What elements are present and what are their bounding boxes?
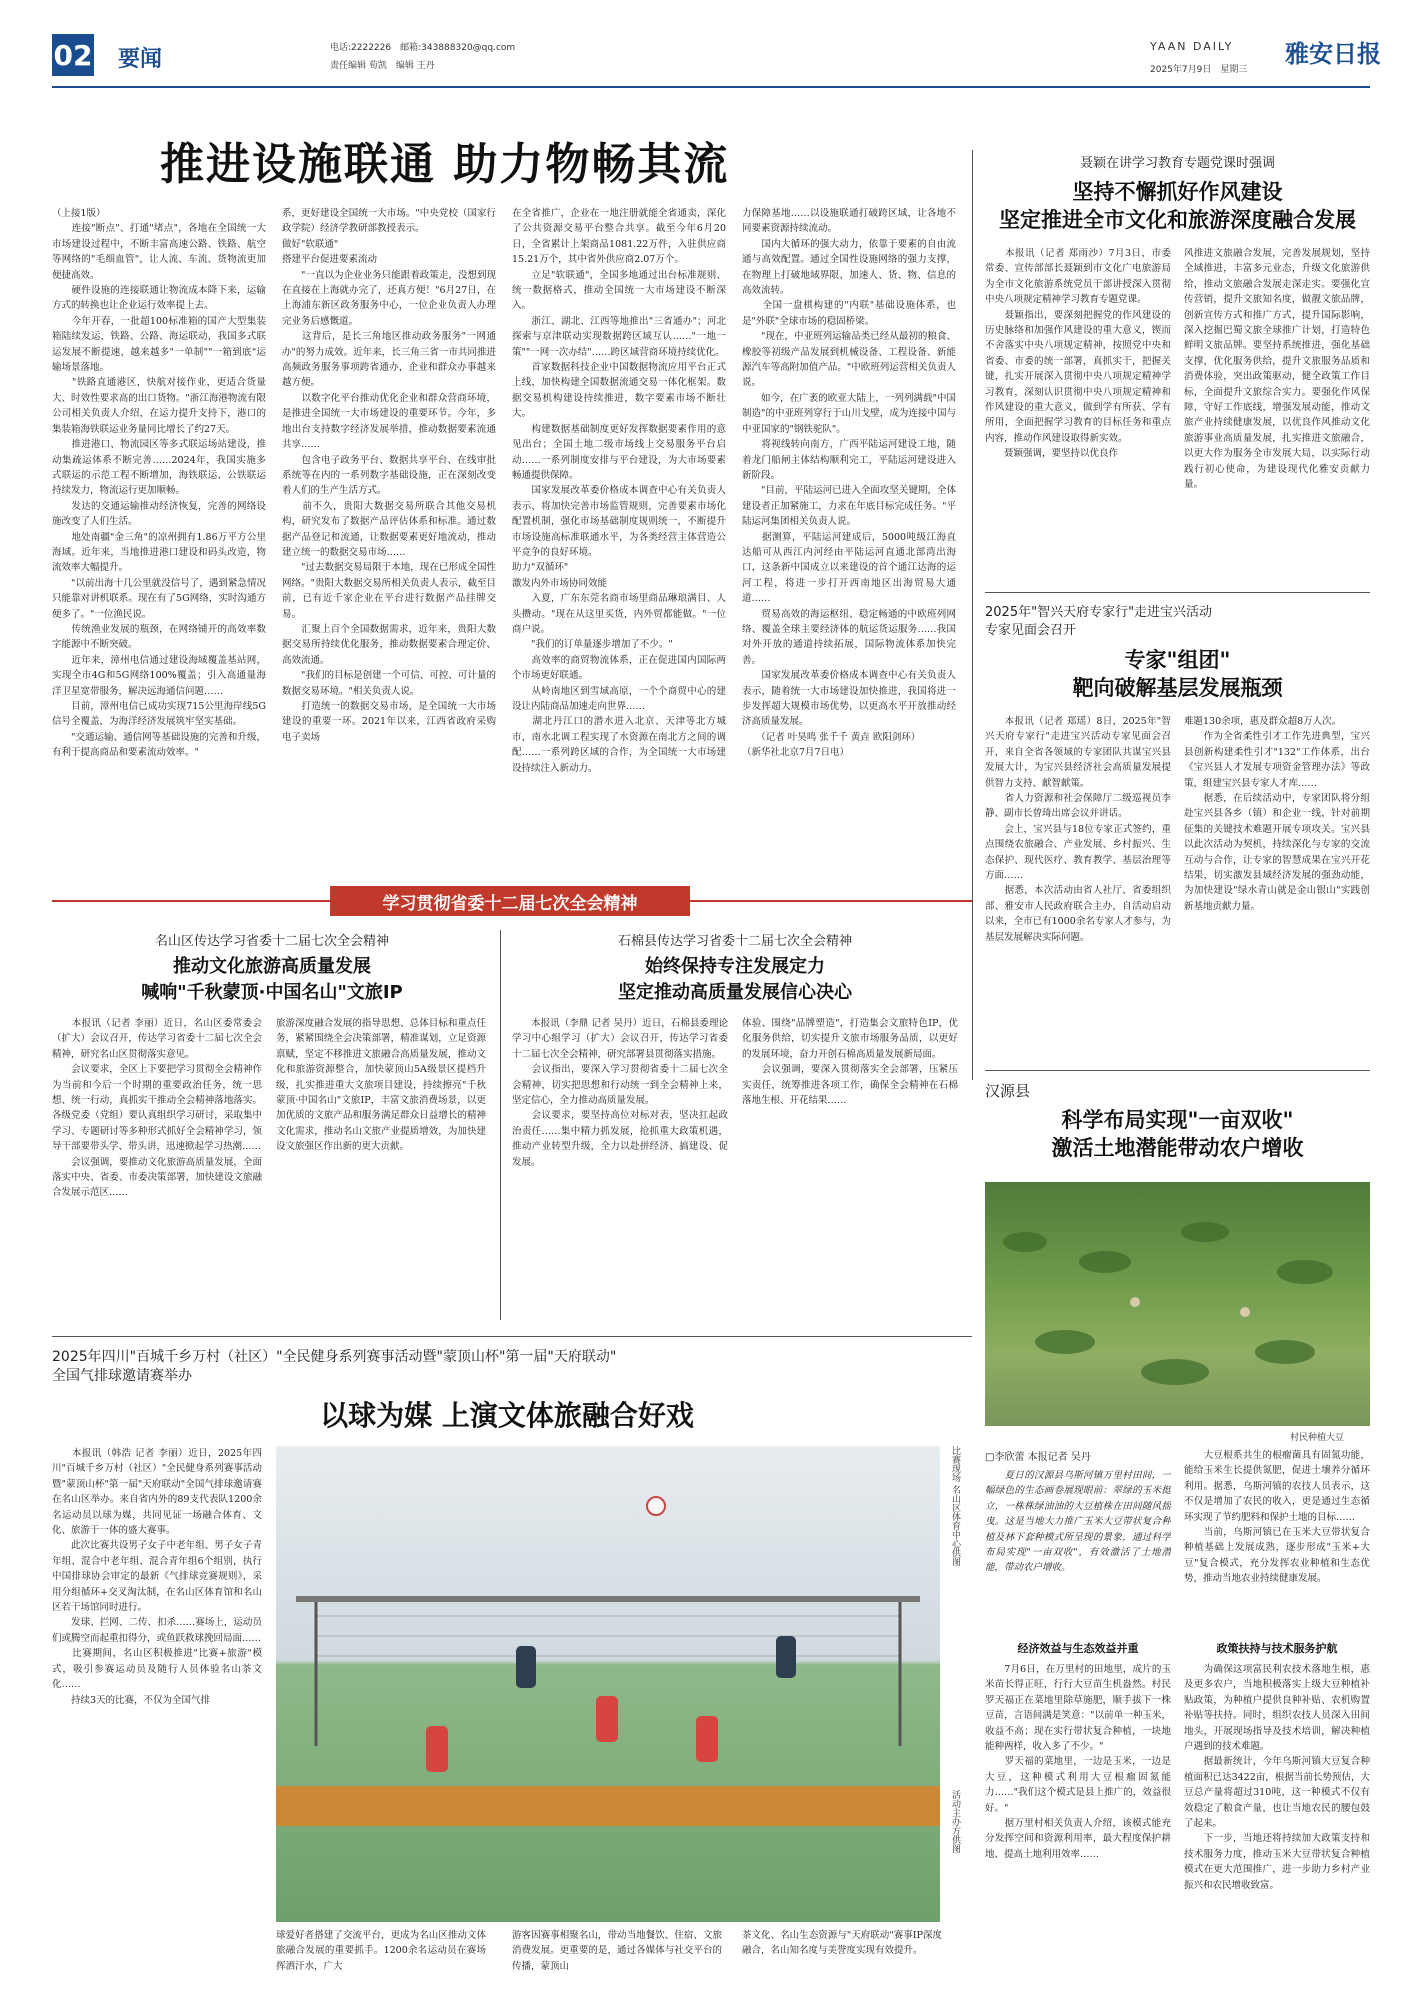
editors: 责任编辑 荀凯 编辑 王丹 [330, 61, 435, 71]
paragraph: 以数字化平台推动优化企业和群众营商环境，是推进全国统一大市场建设的重要环节。今年，多地出台支持数字经济发展举措，推动数据要素流通共享…… [282, 392, 496, 451]
hanyuan-intro [985, 1468, 1171, 1628]
paragraph: 国内大循环的强大动力，依靠于要素的自由流通与高效配置。通过全国性设施网络的强力支撑，在物理上打破地域界限、加速人、货、物、信息的高效流转。 [742, 238, 956, 297]
paragraph: 湖北丹江口的潜水进入北京、天津等北方城市，南水北调工程实现了水资源在南北方之间的调配……一系列跨区域的合作，为全国统一大市场建设持续注入新动力。 [512, 716, 726, 774]
paragraph: 旅游深度融合发展的指导思想、总体目标和重点任务，紧紧围绕全会决策部署，精准谋划，立足资源禀赋，坚定不移推进文旅融合高质量发展，推动文化和旅游资源整合，加快蒙顶山5A级景区提档升级，扎实推进重大文旅项目建设，持续擦亮"千秋蒙顶·中国名山"文旅IP，丰富文旅消费场景，以更加优质的文旅产品和服务满足群众日益增长的精神文化需求，推动名山文旅产业提质增效，为加快建设文旅强区作出新的更大贡献。 [276, 1018, 486, 1153]
paragraph: （新华社北京7月7日电） [742, 747, 850, 759]
volley-column-1 [52, 1446, 262, 1956]
lead-column-3 [512, 206, 726, 870]
paragraph: 会议要求，全区上下要把学习贯彻全会精神作为当前和今后一个时期的重要政治任务，统一思想、统一行动，真抓实干推动全会精神落地落实。各级党委（党组）要认真组织学习研讨，采取集中学习、专题研讨等多种形式抓好全会精神学习，领导干部要带头学、带头讲，迅速掀起学习热潮…… [52, 1064, 262, 1153]
paper-name-cn: 雅安日报 [1285, 39, 1381, 68]
art-divider [500, 930, 501, 1320]
paragraph: "我们的目标是创建一个可信、可控、可计量的数据交易环境。"相关负责人说。 [282, 670, 496, 697]
paragraph: 当前，乌斯河镇已在玉米大豆带状复合种植基础上发展成熟，逐步形成"玉米+大豆"复合模式，充分发挥农业种植和生态优势，推动当地农业持续健康发展。 [1184, 1527, 1370, 1585]
paragraph: 本报讯（记者 李丽）近日，名山区委常委会（扩大）会议召开，传达学习省委十二届七次全会精神，研究名山区贯彻落实意见。 [52, 1018, 262, 1060]
paragraph: 大豆根系共生的根瘤菌具有固氮功能，能给玉米生长提供氮肥，促进土壤养分循环利用。据悉，乌斯河镇的农技人员表示，这不仅是增加了农民的收入，更是通过生态循环实现了节约肥料和保护土地的目标…… [1184, 1450, 1370, 1523]
paragraph: 搭建平台促进要素流动 [282, 254, 378, 266]
paragraph: 本报讯（李鼎 记者 吴丹）近日，石棉县委理论学习中心组学习（扩大）会议召开，传达学习省委十二届七次全会精神，研究部署县贯彻落实措施。 [512, 1018, 728, 1060]
paragraph: 7月6日，在万里村的田地里，成片的玉米苗长得正旺，行行大豆苗生机盎然。村民罗天福正在菜地里除草施肥，顺手拔下一株豆苗，言语间满是笑意："以前单一种玉米，收益不高；现在实行带状复合种植，一块地能种两样，收入多了不少。" [985, 1664, 1171, 1753]
paragraph: 推进港口、物流园区等多式联运场站建设，推动集疏运体系不断完善……2024年，我国实施多式联运的示范工程不断增加，海铁联运、公铁联运持续发力，物流运行更加顺畅。 [52, 439, 266, 497]
volleyball-match-photo [276, 1446, 940, 1922]
paragraph: 据最新统计，今年乌斯河镇大豆复合种植面积已达3422亩，根据当前长势预估，大豆总产量将超过310吨，这一种模式不仅有效稳定了粮食产量，也让当地农民的腰包鼓了起来。 [1184, 1756, 1370, 1830]
paper-name-en: YAAN DAILY [1150, 40, 1234, 53]
side2-kicker: 2025年"智兴天府专家行"走进宝兴活动 专家见面会召开 [985, 605, 1213, 638]
page-number: 02 [52, 34, 94, 76]
paragraph: 这背后，是长三角地区推动政务服务"一网通办"的努力成效。近年来，长三角三省一市共同推进高频政务服务事项跨省通办，企业和群众办事越来越方便。 [282, 331, 496, 389]
paragraph: 聂颖指出，要深刻把握党的作风建设的历史脉络和加强作风建设的重大意义，锲而不舍落实中央八项规定精神，按照党中央和省委、市委的统一部署，真抓实干，把握关键，扎实开展深入贯彻中央八项规定精神学习教育，深刻认识贯彻中央八项规定精神和作风建设的重大意义，做到学有所获、学有所用，全面把握学习教育的目标任务和重点内容，推动作风建设取得新实效。 [985, 309, 1171, 444]
hanyuan-headline: 科学布局实现"一亩双收" 激活土地潜能带动农户增收 [1051, 1108, 1304, 1160]
paragraph: 会议强调，要深入贯彻落实全会部署，压紧压实责任，统筹推进各项工作，确保全会精神在石棉落地生根、开花结果…… [742, 1064, 958, 1107]
paragraph: （上接1版） [52, 208, 106, 219]
mid-divider [52, 1336, 972, 1337]
volley-headline: 以球为媒 上演文体旅融合好戏 [320, 1399, 694, 1432]
art-a-headline: 推动文化旅游高质量发展 喊响"千秋蒙顶·中国名山"文旅IP [141, 956, 403, 1003]
paragraph: "我们的订单量逐步增加了不少。" [512, 639, 673, 651]
paragraph: 前不久，贵阳大数据交易所联合其他交易机构，研究发布了数据产品评估体系和标准。通过数据产品登记和流通，让数据要素更好地流动，推动建立统一的数据交易市场…… [282, 500, 496, 558]
lead-column-1 [52, 206, 266, 870]
contact-info: 电话:2222226 邮箱:343888320@qq.com [330, 43, 516, 53]
paragraph: 地处南疆"金三角"的凉州拥有1.86万平方公里海域。近年来，当地推进港口建设和码头改造，物流效率大幅提升。 [52, 531, 266, 574]
paragraph: 作为全省柔性引才工作先进典型，宝兴县创新构建柔性引才"132"工作体系，出台《宝兴县人才发展专项资金管理办法》等政策，组建宝兴县专家人才库…… [1184, 731, 1370, 789]
paragraph: "过去数据交易局限于本地，现在已形成全国性网络。"贵阳大数据交易所相关负责人表示，截至目前，已有近千家企业在平台进行数据产品挂牌交易。 [282, 562, 496, 620]
volley-column-2 [276, 1928, 486, 1974]
side1-headline: 坚持不懈抓好作风建设 坚定推进全市文化和旅游深度融合发展 [999, 180, 1356, 232]
paragraph: 聂颖强调，要坚持以优良作 [985, 448, 1119, 460]
farmland-photo-caption: 村民种植大豆 [1290, 1433, 1345, 1443]
lead-headline: 推进设施联通 助力物畅其流 [160, 139, 730, 190]
hanyuan-column-1 [985, 1662, 1171, 1972]
issue-date: 2025年7月9日 星期三 [1150, 65, 1248, 75]
column-divider [972, 150, 973, 1080]
hanyuan-column-2a [1184, 1448, 1370, 1638]
paragraph: 入夏，广东东莞名商市场里商品琳琅满目、人头攒动。"现在从这里买货，内外贸都能做。"一位商户说。 [512, 593, 726, 635]
paragraph: 发球、拦网、二传、扣杀……赛场上，运动员们或腾空而起重扣得分，或鱼跃救球挽回局面…… [52, 1617, 262, 1644]
hanyuan-kicker: 汉源县 [985, 1082, 1031, 1100]
art-b-column-1 [512, 1016, 728, 1316]
paragraph: 打造统一的数据交易市场，是全国统一大市场建设的重要一环。2021年以来，江西省政府采购电子卖场 [282, 701, 496, 743]
paragraph: 会议要求，要坚持高位对标对表，坚决扛起政治责任……集中精力抓发展，抢抓重大政策机遇，推动产业转型升级，全力以赴拼经济、搞建设、促发展。 [512, 1110, 728, 1168]
paragraph: 立足"软联通"，全国多地通过出台标准规则、统一数据格式，推动全国统一大市场建设不断深入。 [512, 269, 726, 312]
farmland-photo [985, 1182, 1370, 1426]
paragraph: 据测算，平陆运河建成后，5000吨级江海直达船可从西江内河经由平陆运河直通北部湾出海口，这条新中国成立以来建设的首个通江达海的运河工程，将进一步打开西南地区出海贸易大通道…… [742, 531, 956, 605]
hanyuan-subhead-2: 政策扶持与技术服务护航 [1216, 1642, 1338, 1655]
paragraph: 本报讯（记者 郑瑶）8日，2025年"智兴天府专家行"走进宝兴活动专家见面会召开，来自全省各领域的专家团队共谋宝兴县发展大计，为宝兴县经济社会高质量发展提供智力支持、献智献策。 [985, 716, 1171, 789]
section-banner: 学习贯彻省委十二届七次全会精神 [330, 886, 690, 916]
art-b-column-2 [742, 1016, 958, 1316]
paragraph: "铁路直通港区，快航对接作业，更适合货量大、时效性要求高的出口货物。"浙江海港物流有限公司相关负责人介绍，在运力提升支持下，港口的集装箱海铁联运业务量同比增长了约27天。 [52, 377, 266, 435]
paragraph: 下一步，当地还将持续加大政策支持和技术服务力度，推动玉米大豆带状复合种植模式在更大范围推广，进一步助力乡村产业振兴和农民增收致富。 [1184, 1833, 1370, 1891]
paragraph: 难题130余项，惠及群众超8万人次。 [1184, 716, 1342, 727]
paragraph: 助力"双循环" [512, 562, 569, 574]
paragraph: 发达的交通运输推动经济恢复，完善的网络设施改变了人们生活。 [52, 500, 266, 528]
paragraph: 目前，漳州电信已成功实现715公里海岸线5G信号全覆盖，为海洋经济发展筑牢坚实基础。 [52, 701, 266, 728]
paragraph: 在全省推广，企业在一地注册就能全省通卖，深化了公共资源交易平台整合共享。截至今年6月20日，全省累计上架商品1081.22万件，入驻供应商15.21万个，其中省外供应商2.07万个。 [512, 208, 726, 266]
paragraph: 据悉，在后续活动中，专家团队将分组赴宝兴县各乡（镇）和企业一线，针对前期征集的关键技术难题开展专项攻关。宝兴县以此次活动为契机，持续深化与专家的交流互动与合作，让专家的智慧成果在宝兴开花结果，切实激发县域经济发展的强劲动能，为加快建设"绿水青山就是金山银山"实践创新基地贡献力量。 [1184, 793, 1370, 912]
paragraph: 据万里村相关负责人介绍，该模式能充分发挥空间和资源利用率，最大程度保护耕地、提高土地利用效率…… [985, 1818, 1171, 1860]
art-b-headline: 始终保持专注发展定力 坚定推动高质量发展信心决心 [618, 956, 852, 1003]
volley-column-4 [742, 1928, 942, 1974]
hanyuan-subhead-1: 经济效益与生态效益并重 [1017, 1642, 1139, 1655]
volley-photo-credit: 活动主办方供图 [950, 1790, 960, 1853]
paragraph: 汇聚上百个全国数据需求，近年来，贵阳大数据交易所持续优化服务，推动数据要素合理定价、高效流通。 [282, 623, 496, 666]
paragraph: 为确保这项富民利农技术落地生根，惠及更多农户，当地积极落实上级大豆种植补贴政策，为种植户提供良种补贴、农机购置补贴等扶持。同时，组织农技人员深入田间地头，开展现场指导及技术培训，解决种植户遇到的技术难题。 [1184, 1664, 1370, 1753]
paragraph: 做好"软联通" [282, 238, 339, 250]
paragraph: 今年开春，一批超100标准箱的国产大型集装箱陆续发运，铁路、公路、海运联动，我国多式联运发展不断提速，越来越多"一单制""一箱到底"运输场景落地。 [52, 315, 266, 374]
side2-column-2 [1184, 714, 1370, 1060]
paragraph: （记者 叶昊鸣 张千千 黄垚 欧阳剑环） [742, 731, 921, 743]
paragraph: 近年来，漳州电信通过建设海域覆盖基站网，实现全市4G和5G网络100%覆盖；引入高通量海洋卫星宽带服务，解决远海通信问题…… [52, 654, 266, 697]
header-rule [52, 86, 1370, 88]
banner-rule-left [52, 900, 330, 902]
paragraph: 球爱好者搭建了交流平台，更成为名山区推动文体旅融合发展的重要抓手。1200余名运动员在赛场挥洒汗水，广大 [276, 1930, 486, 1972]
paragraph: "以前出海十几公里就没信号了，遇到紧急情况只能靠对讲机联系。现在有了5G网络，实时沟通方便多了。"一位渔民说。 [52, 577, 266, 620]
paragraph: 本报讯（记者 郑雨沙）7月3日，市委常委、宣传部部长聂颖到市文化广电旅游局为全市文化旅游系统党员干部讲授深入贯彻中央八项规定精神学习教育专题党课。 [985, 248, 1171, 306]
paragraph: 罗天福的菜地里，一边是玉米，一边是大豆，这种模式利用大豆根瘤固氮能力……"我们这个模式是县上推广的，效益很好。" [985, 1756, 1171, 1814]
hanyuan-byline: □李欣蕾 本报记者 吴丹 [985, 1452, 1091, 1463]
paragraph: 包含电子政务平台、数据共享平台、在线审批系统等在内的一系列数字基础设施，正在深刻改变着人们的生产生活方式。 [282, 454, 496, 497]
paragraph: 国家发展改革委价格成本调查中心有关负责人表示，随着统一大市场建设加快推进，我国将进一步发挥超大规模市场优势，以更高水平开放推动经济高质量发展。 [742, 670, 956, 728]
art-b-kicker: 石棉县传达学习省委十二届七次全会精神 [617, 934, 852, 949]
paragraph: 会议指出，要深入学习贯彻省委十二届七次全会精神，切实把思想和行动统一到全会精神上来，坚定信心，全力推动高质量发展。 [512, 1064, 728, 1107]
paragraph: 连接"断点"、打通"堵点"，各地在全国统一大市场建设过程中，不断丰富高速公路、铁路、航空等网络的"毛细血管"，让人流、车流、货物流更加便捷高效。 [52, 223, 266, 281]
paragraph: 首家数据科技企业中国数据物流应用平台正式上线，加快构建全国数据流通交易一体化框架。数据交易机构建设持续推进，数字要素市场不断壮大。 [512, 362, 726, 420]
side2-column-1 [985, 714, 1171, 1060]
paragraph: 系，更好建设全国统一大市场。"中央党校（国家行政学院）经济学教研部教授表示。 [282, 208, 496, 235]
side1-kicker: 聂颖在讲学习教育专题党课时强调 [1079, 156, 1275, 171]
volley-column-3 [512, 1928, 722, 1974]
volley-photo-caption: 比赛现场 名山区体育中心供图 [950, 1446, 960, 1566]
paragraph: 从岭南地区到雪域高原，一个个商贸中心的建设让内陆商品加速走向世界…… [512, 685, 726, 712]
volley-kicker: 2025年四川"百城千乡万村（社区）"全民健身系列赛事活动暨"蒙顶山杯"第一届"天府联动" 全国气排球邀请赛举办 [52, 1349, 617, 1384]
paragraph: 将视线转向南方，广西平陆运河建设工地，随着龙门船闸主体结构顺利完工，平陆运河建设进入新阶段。 [742, 439, 956, 481]
paragraph: 持续3天的比赛，不仅为全国气排 [52, 1694, 211, 1706]
paragraph: 硬件设施的连接联通让物流成本降下来，运输方式的转换也让企业运行效率提上去。 [52, 285, 266, 312]
paragraph: "现在，中亚班列运输品类已经从最初的粮食、橡胶等初级产品发展到机械设备、工程设备、新能源汽车等高附加值产品。"中欧班列运营相关负责人说。 [742, 331, 956, 389]
side1-column-2 [1184, 246, 1370, 576]
paragraph: 传统渔业发展的瓶颈，在网络铺开的高效率数字能源中不断突破。 [52, 623, 266, 651]
side1-column-1 [985, 246, 1171, 576]
paragraph: 此次比赛共设男子女子中老年组、男子女子青年组、混合中老年组、混合青年组6个组别，执行中国排球协会审定的最新《气排球竞赛规则》，采用分组循环+交叉淘汰制，在名山区体育馆和名山区若干场馆同时进行。 [52, 1540, 262, 1614]
lead-column-2 [282, 206, 496, 870]
paragraph: 省人力资源和社会保障厅二级巡视员李静、副市长曾琦出席会议并讲话。 [985, 793, 1171, 820]
section-title: 要闻 [118, 47, 163, 72]
art-a-column-2 [276, 1016, 486, 1316]
paragraph: 游客因赛事相聚名山，带动当地餐饮、住宿、文旅消费发展。更重要的是，通过各媒体与社交平台的传播，蒙顶山 [512, 1930, 722, 1972]
paragraph: 力保障基地……以设施联通打破跨区域，让各地不同要素资源持续流动。 [742, 208, 956, 235]
paragraph: 高效率的商贸物流体系，正在促进国内国际两个市场更好联通。 [512, 654, 726, 682]
paragraph: 茶文化、名山生态资源与"天府联动"赛事IP深度融合，名山知名度与美誉度实现有效提升。 [742, 1930, 942, 1957]
paragraph: 构建数据基础制度更好发挥数据要素作用的意见出台；全国土地二级市场线上交易服务平台启动……一系列制度安排与平台建设，为大市场要素畅通提供保障。 [512, 423, 726, 481]
paragraph: 全国一盘棋构建的"内联"基础设施体系，也是"外联"全球市场的稳固桥梁。 [742, 300, 956, 327]
paragraph: 比赛期间，名山区积极推进"比赛+旅游"模式，吸引参赛运动员及随行人员体验名山茶文化…… [52, 1648, 262, 1691]
art-a-column-1 [52, 1016, 262, 1316]
paragraph: 体验、围绕"品牌塑造"，打造集会文旅特色IP，优化服务供给，切实提升文旅市场服务品质，以更好的发展环境，奋力开创石棉高质量发展新局面。 [742, 1018, 958, 1060]
paragraph: 贸易高效的海运枢纽、稳定畅通的中欧班列网络、覆盖全球主要经济体的航运货运服务……我国对外开放的通道持续拓展，国际物流体系加快完善。 [742, 608, 956, 666]
paragraph: 浙江、湖北、江西等地推出"三省通办"；河北探索与京津联动实现数据跨区域互认……"一地一策""一网一次办结"……跨区域营商环境持续优化。 [512, 315, 726, 358]
paragraph: 国家发展改革委价格成本调查中心有关负责人表示，将加快完善市场监管规则，完善要素市场化配置机制，强化市场基础制度规则统一，不断提升市场设施高标准联通水平，为各类经营主体营造公平竞争的良好环境。 [512, 485, 726, 558]
paragraph: 本报讯（韩浩 记者 李丽）近日，2025年四川"百城千乡万村（社区）"全民健身系列赛事活动暨"蒙顶山杯"第一届"天府联动"全国气排球邀请赛在名山区举办。来自省内外的89支代表队1200余名运动员以球为媒，共同见证一场融合体育、文化、旅游于一体的盛大赛事。 [52, 1448, 262, 1537]
paragraph: 如今，在广袤的欧亚大陆上，一列列满载"中国制造"的中亚班列穿行于山川戈壁，成为连接中国与中亚国家的"钢铁驼队"。 [742, 392, 956, 435]
paragraph: "一直以为企业业务只能跟着政策走，没想到现在直接在上海就办完了，还真方便！"6月27日，在上海浦东新区政务服务中心，一位企业负责人办理完业务后感慨道。 [282, 269, 496, 327]
art-a-kicker: 名山区传达学习省委十二届七次全会精神 [154, 934, 389, 949]
hanyuan-column-2b [1184, 1662, 1370, 1972]
paragraph: 会上，宝兴县与18位专家正式签约，重点围绕农旅融合、产业发展、乡村振兴、生态保护、现代医疗、教育教学、基层治理等方面…… [985, 823, 1171, 882]
paragraph: "目前，平陆运河已进入全面攻坚关键期，全体建设者正加紧施工，力求在年底目标完成任务。"平陆运河集团相关负责人说。 [742, 485, 956, 528]
side2-headline: 专家"组团" 靶向破解基层发展瓶颈 [1072, 648, 1283, 700]
side-divider-2 [985, 1070, 1370, 1071]
paragraph: 会议强调，要推动文化旅游高质量发展，全面落实中央、省委、市委决策部署，加快建设文旅融合发展示范区…… [52, 1156, 262, 1199]
lead-column-4 [742, 206, 956, 870]
paragraph: 夏日的汉源县乌斯河镇万里村田间，一幅绿色的生态画卷展现眼前：翠绿的玉米挺立，一株株绿油油的大豆植株在田间随风摇曳。这是当地大力推广玉米大豆带状复合种植及林下套种模式所呈现的景象，通过科学布局实现"一亩双收"，有效激活了土地潜能，带动农户增收。 [985, 1470, 1171, 1574]
paragraph: 风推进文旅融合发展，完善发展规划，坚持全域推进，丰富多元业态，升级文化旅游供给，推动文旅融合发展走深走实。要强化宣传营销，提升文旅知名度，做靓文旅品牌，创新宣传方式和推广方式，提升国际影响，深入挖掘巴蜀文旅全球推广计划，打造特色鲜明文旅品牌。要坚持系统推进，强化基础支撑，优化服务供给，提升文旅服务品质和消费体验，突出政策驱动，健全政策工作目标，全面提升文旅综合实力。要强化作风保障，守好工作底线，增强发展动能，推动文旅产业持续健康发展，以优良作风推动文化旅游事业高质量发展，扎实推进文旅融合，以更大作为服务全市发展大局，以实际行动践行初心使命，为建设现代化雅安贡献力量。 [1184, 248, 1370, 491]
banner-rule-right [690, 900, 972, 902]
paragraph: 据悉，本次活动由省人社厅、省委组织部、雅安市人民政府联合主办，自活动启动以来，全市已有1000余名专家人才参与，为基层发展解决实际问题。 [985, 885, 1171, 943]
paragraph: 激发内外市场协同效能 [512, 577, 608, 589]
side-divider [985, 592, 1370, 593]
paragraph: "交通运输、通信网等基础设施的完善和升级，有利于提高商品和要素流动效率。" [52, 731, 266, 759]
